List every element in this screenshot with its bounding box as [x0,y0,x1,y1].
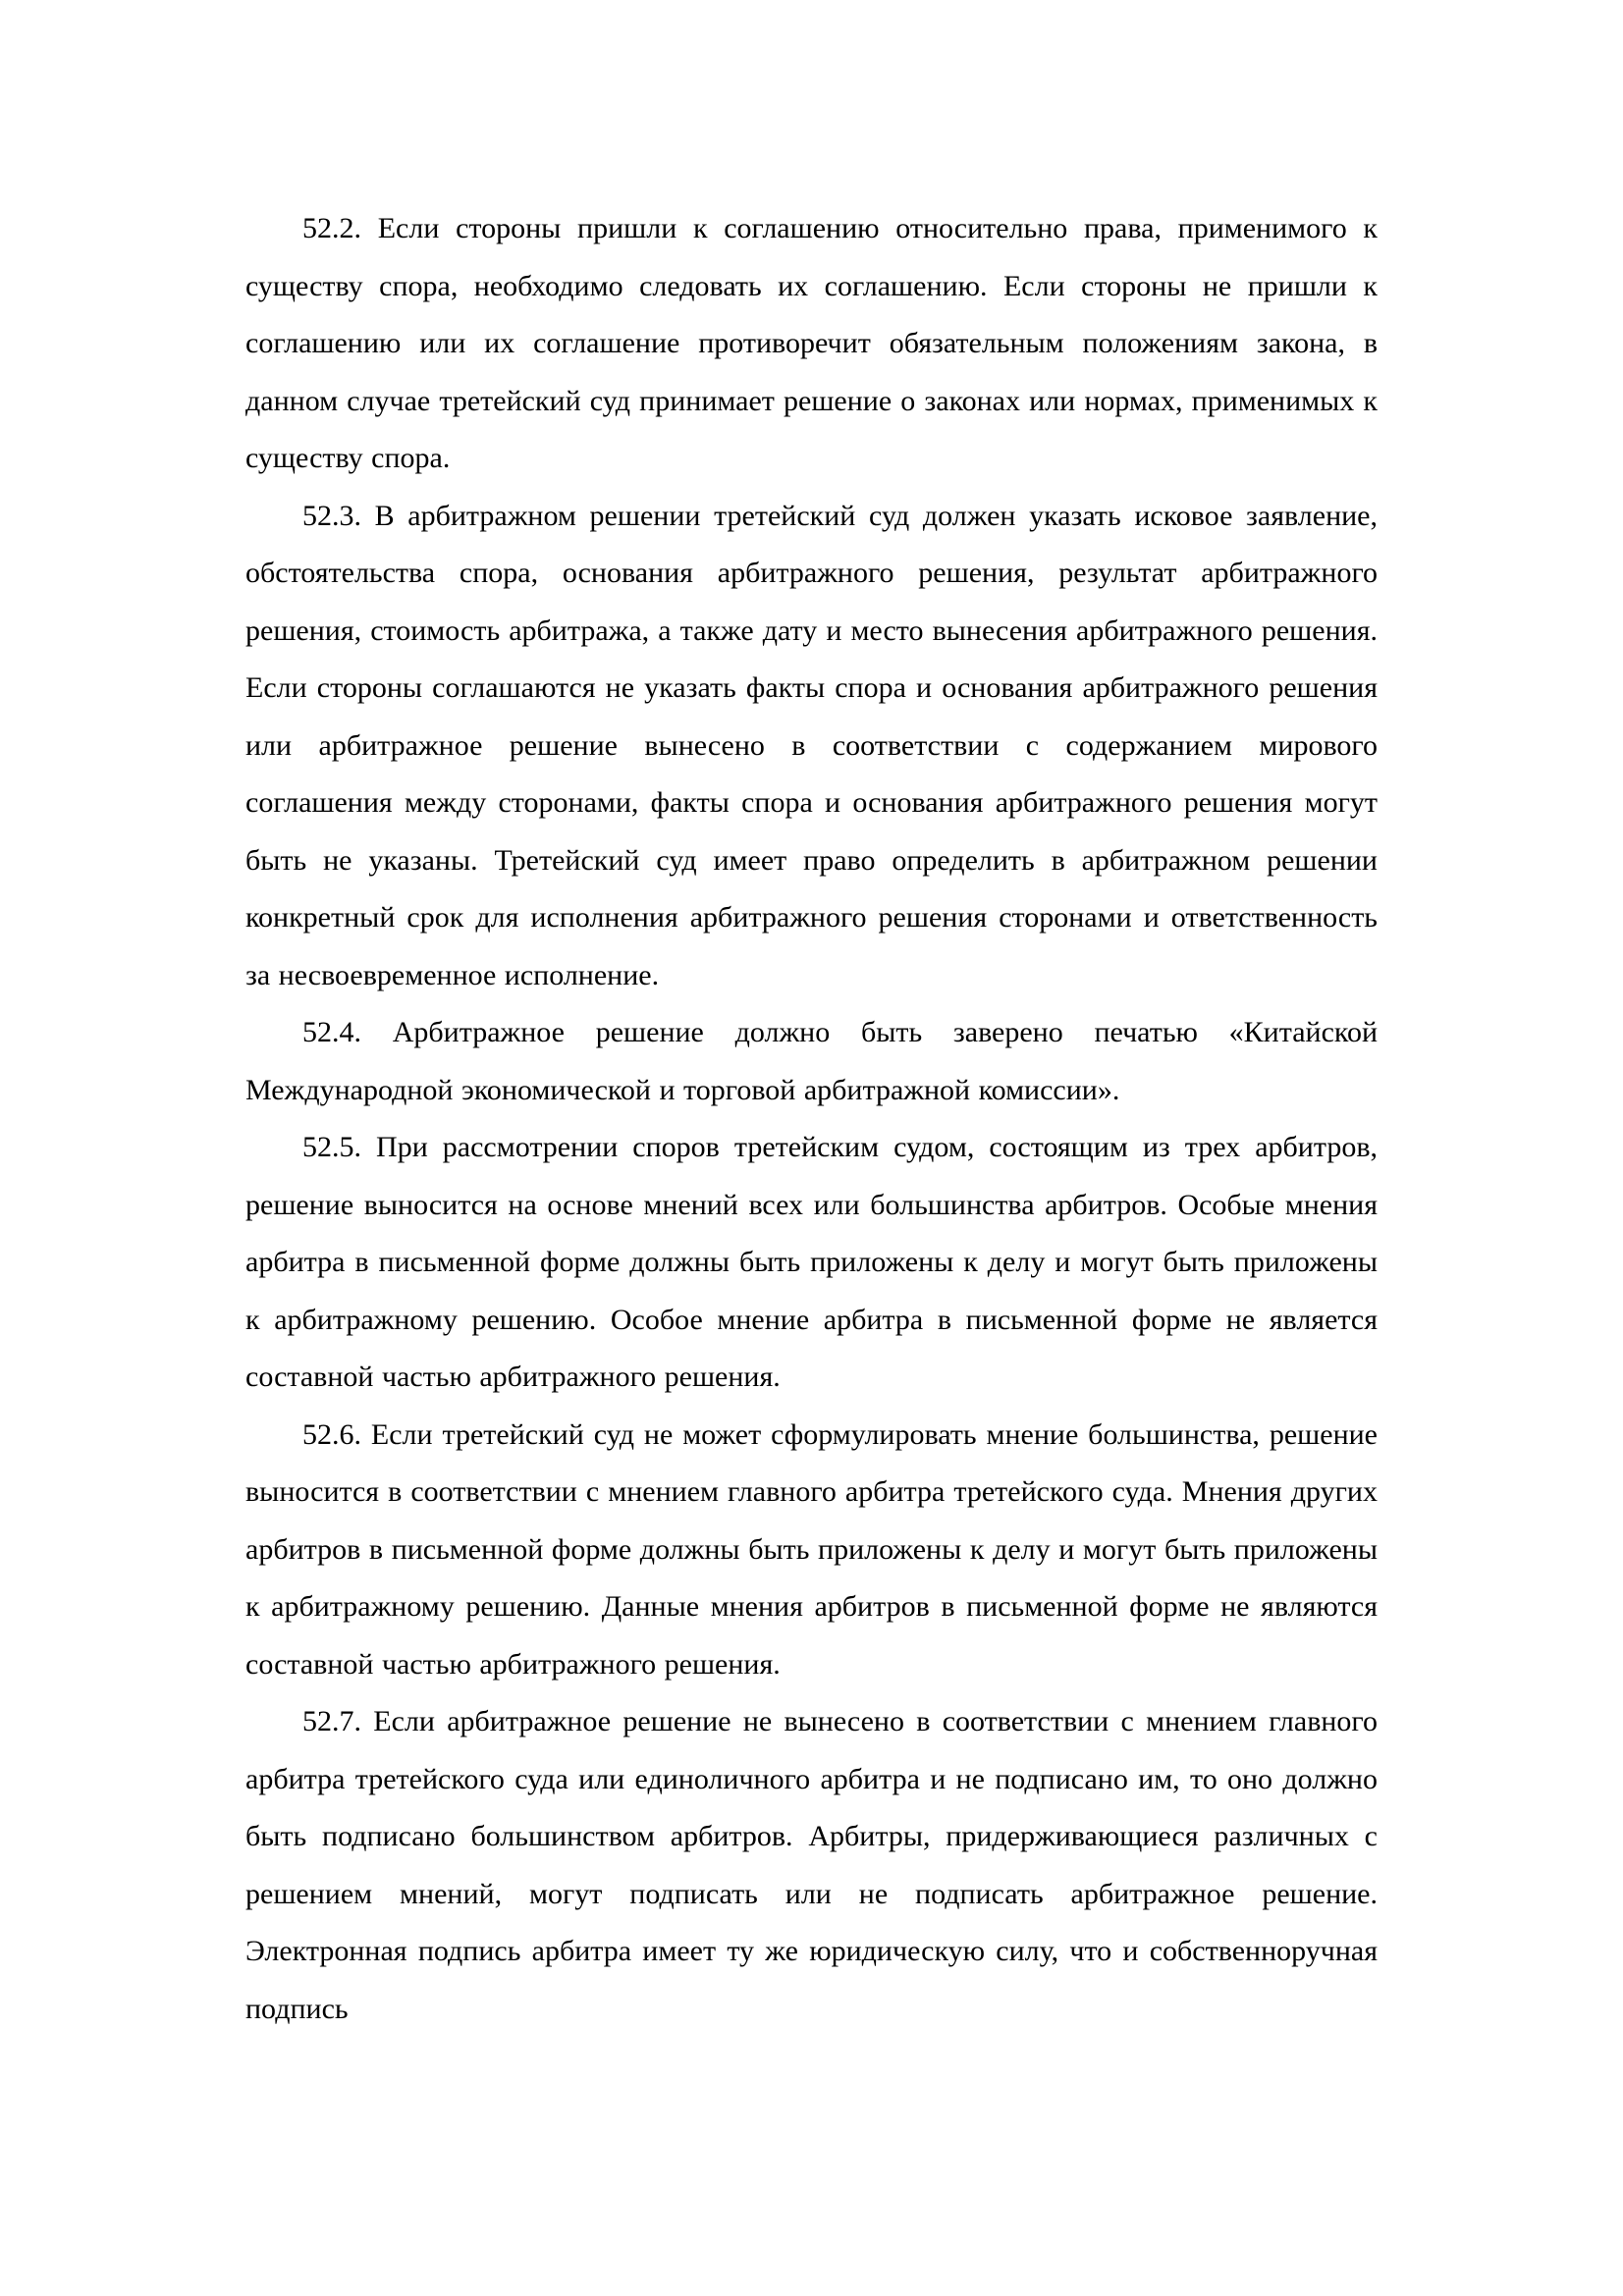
paragraph-52-5: 52.5. При рассмотрении споров третейским судом, состоящим из трех арбитров, решение выносится на основе мнений всех или большинства арбитров. Особые мнения арбитра в письменной форме должны быть приложены к делу и могут быть приложены к арбитражному решению. Особое мнение арбитра в письменной форме не является составной частью арбитражного решения. [245,1131,1378,1393]
paragraph-52-4: 52.4. Арбитражное решение должно быть заверено печатью «Китайской Международной экономической и торговой арбитражной комиссии». [245,1016,1378,1106]
paragraph-52-6: 52.6. Если третейский суд не может сформулировать мнение большинства, решение выносится в соответствии с мнением главного арбитра третейского суда. Мнения других арбитров в письменной форме должны быть приложены к делу и могут быть приложены к арбитражному решению. Данные мнения арбитров в письменной форме не являются составной частью арбитражного решения. [245,1417,1378,1681]
paragraph-52-3: 52.3. В арбитражном решении третейский суд должен указать исковое заявление, обстоятельства спора, основания арбитражного решения, результат арбитражного решения, стоимость арбитража, а также дату и место вынесения арбитражного решения. Если стороны соглашаются не указать факты спора и основания арбитражного решения или арбитражное решение вынесено в соответствии с содержанием мирового соглашения между сторонами, факты спора и основания арбитражного решения могут быть не указаны. Третейский суд имеет право определить в арбитражном решении конкретный срок для исполнения арбитражного решения сторонами и ответственность за несвоевременное исполнение. [245,499,1378,991]
paragraph-52-7: 52.7. Если арбитражное решение не вынесено в соответствии с мнением главного арбитра третейского суда или единоличного арбитра и не подписано им, то оно должно быть подписано большинством арбитров. Арбитры, придерживающиеся различных с решением мнений, могут подписать или не подписать арбитражное решение. Электронная подпись арбитра имеет ту же юридическую силу, что и собственноручная подпись [245,1705,1378,2025]
paragraph-52-2: 52.2. Если стороны пришли к соглашению относительно права, применимого к существу спора, необходимо следовать их соглашению. Если стороны не пришли к соглашению или их соглашение противоречит обязательным положениям закона, в данном случае третейский суд принимает решение о законах или нормах, применимых к существу спора. [245,212,1378,474]
document-text-block [245,200,1378,2038]
